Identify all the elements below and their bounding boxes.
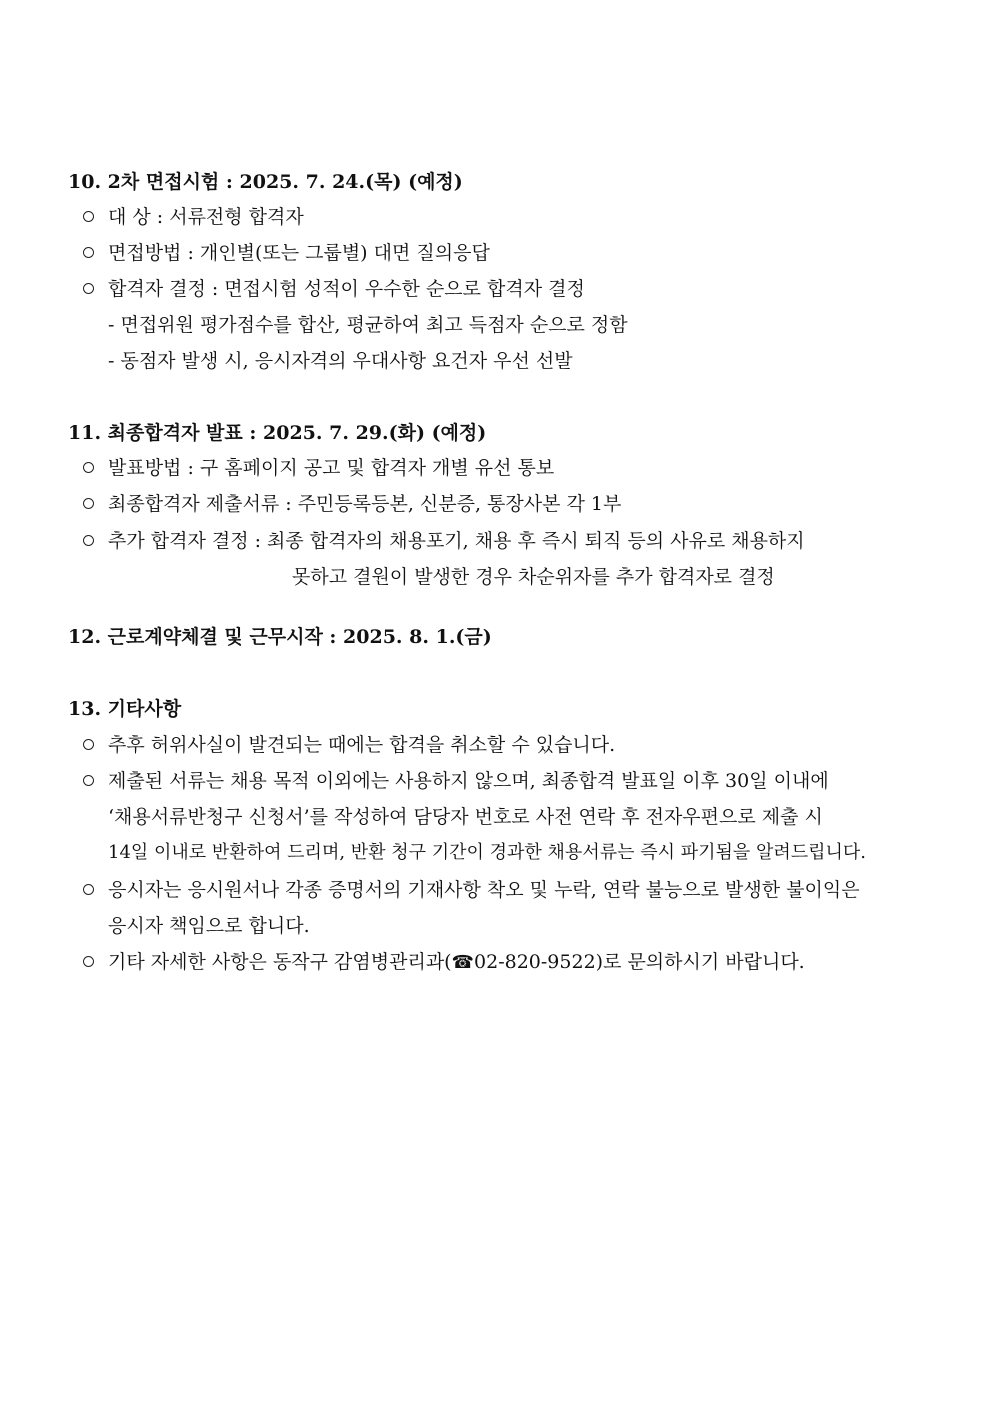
list-item-continuation: 응시자 책임으로 합니다. xyxy=(108,915,310,937)
circle-bullet-icon xyxy=(83,247,94,258)
circle-bullet-icon xyxy=(83,884,94,895)
circle-bullet-icon xyxy=(83,739,94,750)
circle-bullet-icon xyxy=(83,283,94,294)
section-13-heading: 13. 기타사항 xyxy=(68,698,182,720)
telephone-icon: ☎ xyxy=(451,952,475,973)
list-item: 합격자 결정 : 면접시험 성적이 우수한 순으로 합격자 결정 xyxy=(108,278,585,300)
circle-bullet-icon xyxy=(83,211,94,222)
circle-bullet-icon xyxy=(83,462,94,473)
list-item xyxy=(108,950,805,975)
list-item: 대 상 : 서류전형 합격자 xyxy=(108,206,304,228)
list-item: 최종합격자 제출서류 : 주민등록등본, 신분증, 통장사본 각 1부 xyxy=(108,493,622,515)
sub-item: - 면접위원 평가점수를 합산, 평균하여 최고 득점자 순으로 정함 xyxy=(108,314,628,336)
sub-item: - 동점자 발생 시, 응시자격의 우대사항 요건자 우선 선발 xyxy=(108,350,573,372)
contact-text-after: 02-820-9522)로 문의하시기 바랍니다. xyxy=(474,951,805,973)
list-item: 응시자는 응시원서나 각종 증명서의 기재사항 착오 및 누락, 연락 불능으로 발생한 불이익은 xyxy=(108,879,860,901)
list-item: 추가 합격자 결정 : 최종 합격자의 채용포기, 채용 후 즉시 퇴직 등의 사유로 채용하지 xyxy=(108,530,805,552)
list-item-continuation: ‘채용서류반청구 신청서’를 작성하여 담당자 번호로 사전 연락 후 전자우편으로 제출 시 xyxy=(108,806,823,828)
circle-bullet-icon xyxy=(83,498,94,509)
list-item: 발표방법 : 구 홈페이지 공고 및 합격자 개별 유선 통보 xyxy=(108,457,555,479)
circle-bullet-icon xyxy=(83,535,94,546)
circle-bullet-icon xyxy=(83,956,94,967)
contact-text-before: 기타 자세한 사항은 동작구 감염병관리과( xyxy=(108,951,452,973)
list-item-continuation: 14일 이내로 반환하여 드리며, 반환 청구 기간이 경과한 채용서류는 즉시 파기됨을 알려드립니다. xyxy=(108,842,867,863)
circle-bullet-icon xyxy=(83,775,94,786)
section-10-heading: 10. 2차 면접시험 : 2025. 7. 24.(목) (예정) xyxy=(68,171,463,193)
list-item: 추후 허위사실이 발견되는 때에는 합격을 취소할 수 있습니다. xyxy=(108,734,616,756)
list-item: 제출된 서류는 채용 목적 이외에는 사용하지 않으며, 최종합격 발표일 이후 30일 이내에 xyxy=(108,770,829,792)
list-item: 면접방법 : 개인별(또는 그룹별) 대면 질의응답 xyxy=(108,242,490,264)
section-12-heading: 12. 근로계약체결 및 근무시작 : 2025. 8. 1.(금) xyxy=(68,626,492,648)
section-11-heading: 11. 최종합격자 발표 : 2025. 7. 29.(화) (예정) xyxy=(68,422,487,444)
list-item-continuation: 못하고 결원이 발생한 경우 차순위자를 추가 합격자로 결정 xyxy=(292,566,775,588)
